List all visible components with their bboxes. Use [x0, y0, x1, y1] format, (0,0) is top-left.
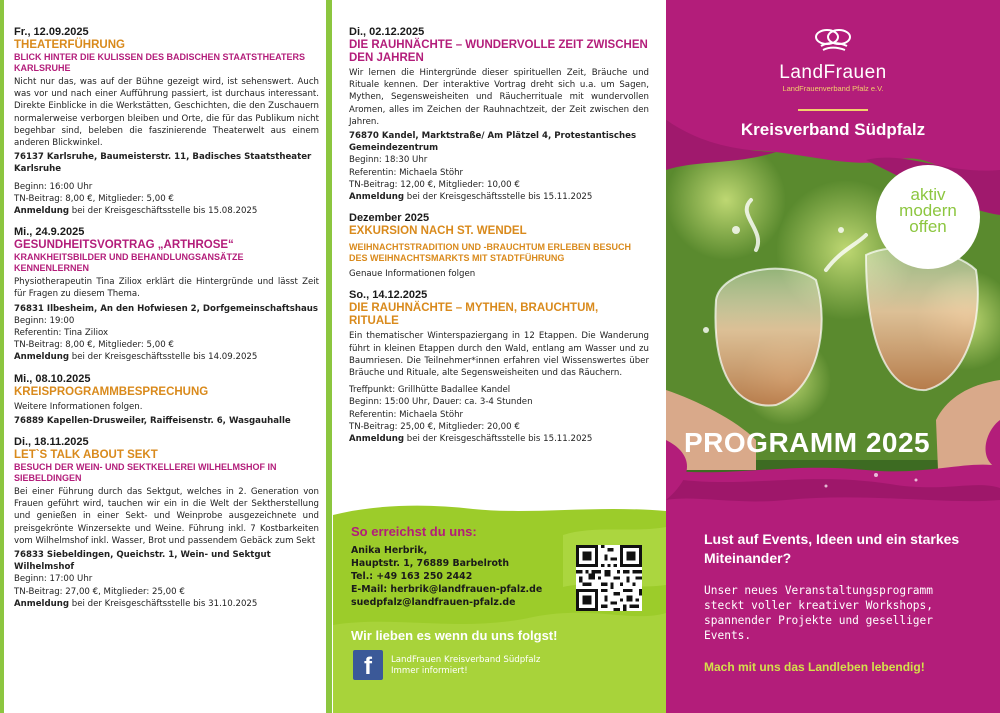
event-address: 76137 Karlsruhe, Baumeisterstr. 11, Badisches Staatstheater Karlsruhe	[14, 152, 312, 175]
event-st-wendel	[349, 212, 649, 280]
program-title: PROGRAMM 2025	[684, 427, 931, 458]
panel-left	[0, 0, 333, 713]
event-title: THEATERFÜHRUNG	[14, 39, 125, 51]
event-address: 76831 Ilbesheim, An den Hofwiesen 2, Dorfgemeinschaftshaus	[14, 303, 318, 314]
event-registration	[349, 433, 649, 445]
badge-word-3: offen	[909, 217, 947, 236]
event-title: DIE RAUHNÄCHTE – WUNDERVOLLE ZEIT ZWISCHEN DEN JAHREN	[349, 39, 648, 64]
contact-email-2[interactable]: suedpfalz@landfrauen-pfalz.de	[351, 597, 516, 608]
event-title: EXKURSION NACH ST. WENDEL	[349, 225, 527, 238]
event-start: Beginn: 17:00 Uhr	[14, 574, 93, 585]
facebook-text[interactable]	[391, 655, 540, 677]
contact-phone[interactable]: Tel.: +49 163 250 2442	[351, 571, 473, 582]
event-date: Di., 02.12.2025	[349, 26, 425, 38]
event-column-2	[349, 26, 649, 454]
badge-word-2: modern	[899, 201, 957, 220]
event-date: Fr., 12.09.2025	[14, 26, 89, 38]
logo-divider	[798, 109, 868, 111]
contact-block	[351, 525, 581, 609]
event-address: 76889 Kapellen-Drusweiler, Raiffeisenstr. 6, Wasgauhalle	[14, 415, 291, 426]
facebook-icon[interactable]: f	[353, 650, 383, 680]
event-address: 76870 Kandel, Marktstraße/ Am Plätzel 4, Protestantisches Gemeindezentrum	[349, 131, 637, 154]
panel-cover	[666, 0, 1000, 713]
event-registration	[349, 191, 649, 203]
event-start: Beginn: 16:00 Uhr	[14, 181, 93, 192]
event-registration	[14, 351, 319, 363]
event-title: GESUNDHEITSVORTRAG „ARTHROSE“	[14, 239, 234, 252]
badge-word-1: aktiv	[910, 185, 946, 204]
lime-edge-left	[0, 0, 4, 713]
event-sekt	[14, 436, 319, 610]
event-date: Mi., 08.10.2025	[14, 372, 91, 385]
event-subtitle: WEIHNACHTSTRADITION UND -BRAUCHTUM ERLEBEN BESUCH DES WEIHNACHTSMARKTS MIT STADTFÜHRUNG	[349, 242, 631, 264]
event-title: DIE RAUHNÄCHTE – MYTHEN, BRAUCHTUM, RITUALE	[349, 302, 599, 328]
facebook-tagline: Immer informiert!	[391, 666, 468, 676]
event-date: Mi., 24.9.2025	[14, 226, 85, 239]
contact-name: Anika Herbrik,	[351, 545, 428, 556]
registration-text: bei der Kreisgeschäftsstelle bis 15.08.2025	[69, 206, 258, 217]
event-info: Genaue Informationen folgen	[349, 269, 476, 280]
event-title: KREISPROGRAMMBESPRECHUNG	[14, 385, 209, 398]
event-title: LET`S TALK ABOUT SEKT	[14, 449, 158, 462]
bee-logo-icon	[803, 28, 863, 54]
event-date: Di., 18.11.2025	[14, 436, 89, 449]
qr-code[interactable]	[576, 545, 642, 611]
event-start: Beginn: 18:30 Uhr	[349, 155, 428, 166]
event-registration	[14, 205, 319, 217]
event-date: Dezember 2025	[349, 212, 430, 225]
cover-tagline: Lust auf Events, Ideen und ein starkes Miteinander?	[704, 531, 960, 566]
landfrauen-logo	[758, 28, 908, 111]
facebook-page-name: LandFrauen Kreisverband Südpfalz	[391, 655, 541, 665]
registration-text: bei der Kreisgeschäftsstelle bis 15.11.2025	[404, 192, 593, 203]
event-date: So., 14.12.2025	[349, 289, 428, 302]
event-description: Wir lernen die Hintergründe dieser spirituellen Zeit, Bräuche und Rituale kennen. Der interaktive Vortrag dreht sich u.a. um Sagen, Mythen, Segensweisheiten und Räucherrituale mit wundervollen Aromen, alles im Zeichen der Rauhnachtzeit, der Zeit zwischen den Jahren.	[349, 68, 649, 127]
event-description: Ein thematischer Winterspaziergang in 12 Etappen. Die Wanderung führt in kleinen Etappen durch den Wald, entlang am Wasser und zu Baumriesen. Die Teilnehmer*innen erfahren viel Wissenswertes über Bräuche und Rituale, alte Segensweisheiten und das Räuchern.	[349, 331, 649, 379]
event-subtitle: KRANKHEITSBILDER UND BEHANDLUNGSANSÄTZE KENNENLERNEN	[14, 252, 244, 274]
event-speaker: Referentin: Michaela Stöhr	[349, 167, 464, 178]
registration-label: Anmeldung	[14, 206, 70, 217]
event-address: 76833 Siebeldingen, Queichstr. 1, Wein- und Sektgut Wilhelmshof	[14, 550, 271, 573]
contact-heading: So erreichst du uns:	[351, 524, 477, 539]
event-fee: TN-Beitrag: 27,00 €, Mitglieder: 25,00 €	[14, 586, 185, 597]
event-speaker: Referentin: Michaela Stöhr	[349, 409, 464, 420]
event-registration	[14, 598, 319, 610]
contact-street: Hauptstr. 1, 76889 Barbelroth	[351, 558, 510, 569]
cover-description: Unser neues Veranstaltungsprogramm steckt voller kreativer Workshops, spannender Projekte und geselliger Events.	[704, 584, 934, 642]
event-kreisprogramm	[14, 373, 319, 427]
event-fee: TN-Beitrag: 25,00 €, Mitglieder: 20,00 €	[349, 421, 520, 432]
event-description: Nicht nur das, was auf der Bühne gezeigt wird, ist sehenswert. Auch was vor und nach einer Aufführung passiert, ist durchaus interessant. Direkte Einblicke in die Werkstätten, Geschichten, die den Zuschauern normalerweise verborgen bleiben und Orte, die für das Publikum nicht begehbar sind, beleben die faszinierende Theaterwelt aus einem anderen Blickwinkel.	[14, 77, 319, 149]
event-description: Bei einer Führung durch das Sektgut, welches in 2. Generation von Frauen geführt wird, tauchen wir ein in die Welt der Sektherstellung und genießen in einer Sekt- und Weinprobe ausgezeichnete und preisgekrönte Winzersekte und Weine. Führung inkl. 7 Kostbarkeiten vom Wilhelmshof inkl. Wasser, Brot und passendem Gebäck zum Sekt	[14, 487, 319, 546]
logo-wordmark: LandFrauen	[779, 62, 887, 83]
lime-edge-right	[326, 0, 332, 713]
event-speaker: Referentin: Tina Ziliox	[14, 328, 109, 339]
event-arthrose	[14, 226, 319, 363]
event-fee: TN-Beitrag: 8,00 €, Mitglieder: 5,00 €	[14, 193, 174, 204]
event-fee: TN-Beitrag: 12,00 €, Mitglieder: 10,00 €	[349, 179, 520, 190]
event-description: Weitere Informationen folgen.	[14, 401, 143, 412]
panel-middle	[333, 0, 666, 713]
event-column-1	[14, 26, 319, 619]
registration-text: bei der Kreisgeschäftsstelle bis 15.11.2025	[404, 434, 593, 445]
registration-label: Anmeldung	[14, 352, 70, 363]
registration-label: Anmeldung	[14, 598, 70, 609]
event-description: Physiotherapeutin Tina Ziliox erklärt die Hintergründe und lässt Zeit für Fragen zu diesem Thema.	[14, 277, 319, 300]
event-fee: TN-Beitrag: 8,00 €, Mitglieder: 5,00 €	[14, 340, 174, 351]
event-subtitle: BLICK HINTER DIE KULISSEN DES BADISCHEN STAATSTHEATERS KARLSRUHE	[14, 52, 306, 73]
registration-label: Anmeldung	[349, 192, 405, 203]
follow-heading: Wir lieben es wenn du uns folgst!	[351, 628, 558, 643]
kreisverband-heading: Kreisverband Südpfalz	[740, 120, 926, 139]
event-rauhnaechte-wanderung	[349, 289, 649, 445]
event-meeting-point: Treffpunkt: Grillhütte Badallee Kandel	[349, 385, 511, 396]
logo-subtitle: LandFrauenverband Pfalz e.V.	[782, 84, 884, 93]
registration-text: bei der Kreisgeschäftsstelle bis 31.10.2025	[69, 598, 258, 609]
cover-call-to-action: Mach mit uns das Landleben lebendig!	[704, 660, 925, 674]
event-start: Beginn: 19:00	[14, 315, 75, 326]
event-rauhnaechte-vortrag	[349, 26, 649, 203]
contact-email[interactable]: E-Mail: herbrik@landfrauen-pfalz.de	[351, 584, 543, 595]
event-start: Beginn: 15:00 Uhr, Dauer: ca. 3-4 Stunden	[349, 397, 533, 408]
event-subtitle: BESUCH DER WEIN- UND SEKTKELLEREI WILHELMSHOF IN SIEBELDINGEN	[14, 462, 277, 484]
registration-label: Anmeldung	[349, 434, 405, 445]
motto-badge	[876, 165, 980, 269]
event-theaterfuehrung	[14, 26, 319, 217]
registration-text: bei der Kreisgeschäftsstelle bis 14.09.2025	[69, 352, 258, 363]
